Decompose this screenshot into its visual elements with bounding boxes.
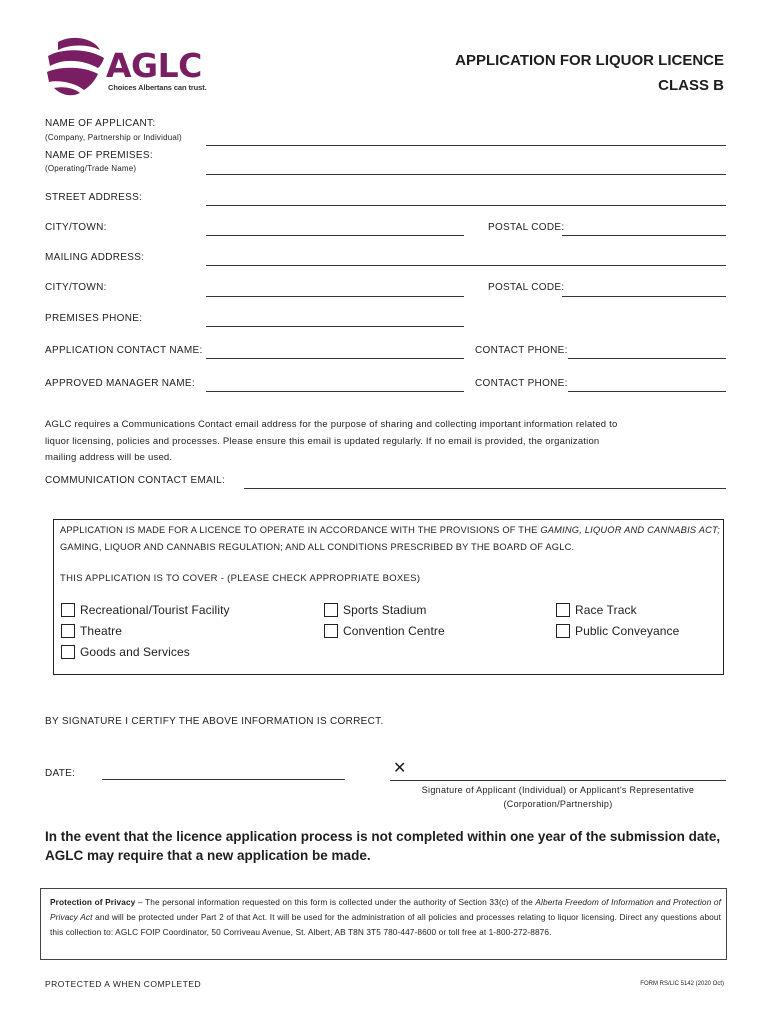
signature-caption [390,783,726,811]
aglc-globe-icon [44,36,106,96]
email-requirement-paragraph [45,417,735,467]
mailing-address-label: MAILING ADDRESS: [45,252,145,263]
street-address-label: STREET ADDRESS: [45,192,143,203]
label-theatre: Theatre [80,624,123,638]
label-recreational-tourist-facility: Recreational/Tourist Facility [80,603,230,617]
application-statement [60,522,720,555]
date-label: DATE: [45,768,76,779]
statement-part1: APPLICATION IS MADE FOR A LICENCE TO OPERATE IN ACCORDANCE WITH THE PROVISIONS OF THE [60,525,541,535]
protected-notice: PROTECTED A WHEN COMPLETED [45,979,202,989]
postal-code-label: POSTAL CODE: [488,222,565,233]
form-title: APPLICATION FOR LIQUOR LICENCE [455,52,724,69]
applicant-name-input[interactable] [206,129,726,146]
privacy-text-2: and will be protected under Part 2 of that Act. It will be used for the administration of all policies and processes relating to liquor licensing. Direct any questions about this collection to: AGLC FOIP Coordinator, 50 Corriveau Avenue, St. Albert, AB T8N 3T5 780-447-8600 or toll free at 1-800-272-8876. [50,912,722,937]
mailing-city-town-input[interactable] [206,280,464,297]
premises-phone-label: PREMISES PHONE: [45,313,143,324]
mailing-postal-code-input[interactable] [562,280,726,297]
applicant-name-sublabel: (Company, Partnership or Individual) [45,133,182,142]
signature-caption-line1: Signature of Applicant (Individual) or Applicant’s Representative [421,785,695,795]
privacy-text-1: – The personal information requested on this form is collected under the authority of Section 33(c) of the [135,897,536,907]
aglc-logo [44,36,244,96]
statement-part2: GAMING, LIQUOR AND CANNABIS REGULATION; AND ALL CONDITIONS PRESCRIBED BY THE BOARD OF AGLC. [60,541,575,552]
label-convention-centre: Convention Centre [343,624,445,638]
street-address-input[interactable] [206,189,726,206]
checkbox-goods-and-services[interactable] [61,645,75,659]
application-contact-name-label: APPLICATION CONTACT NAME: [45,345,203,356]
premises-name-input[interactable] [206,158,726,175]
applicant-name-label: NAME OF APPLICANT: [45,118,156,129]
statement-act-name: GAMING, LIQUOR AND CANNABIS ACT; [540,525,720,535]
label-race-track: Race Track [575,603,637,617]
notice-line2: AGLC may require that a new application be made. [45,848,371,863]
checkbox-race-track[interactable] [556,603,570,617]
label-sports-stadium: Sports Stadium [343,603,427,617]
privacy-heading: Protection of Privacy [50,897,136,907]
signature-caption-line2: (Corporation/Partnership) [503,799,613,809]
application-contact-name-input[interactable] [206,342,464,359]
label-goods-and-services: Goods and Services [80,645,190,659]
manager-contact-phone-label: CONTACT PHONE: [475,378,568,389]
email-paragraph-line2: liquor licensing, policies and processes. Please ensure this email is updated regularly. If no email is provided, the organization [45,435,600,447]
cover-instruction: THIS APPLICATION IS TO COVER - (PLEASE CHECK APPROPRIATE BOXES) [60,573,421,584]
communication-email-label: COMMUNICATION CONTACT EMAIL: [45,475,226,486]
signature-field[interactable] [390,764,726,781]
completion-notice [45,827,745,865]
email-paragraph-line1: AGLC requires a Communications Contact email address for the purpose of sharing and collecting important information related to [45,419,618,430]
form-class: CLASS B [658,77,724,94]
city-town-input[interactable] [206,219,464,236]
contact-phone-label: CONTACT PHONE: [475,345,568,356]
logo-tagline: Choices Albertans can trust. [108,83,207,92]
postal-code-input[interactable] [562,219,726,236]
checkbox-theatre[interactable] [61,624,75,638]
checkbox-recreational-tourist-facility[interactable] [61,603,75,617]
notice-line1: In the event that the licence application process is not completed within one year of the submission date, [45,829,721,844]
mailing-city-town-label: CITY/TOWN: [45,282,107,293]
premises-name-label: NAME OF PREMISES: [45,150,153,161]
approved-manager-name-label: APPROVED MANAGER NAME: [45,378,195,389]
checkbox-convention-centre[interactable] [324,624,338,638]
logo-wordmark: AGLC [106,46,202,85]
privacy-statement [50,895,721,940]
email-paragraph-line3: mailing address will be used. [45,452,173,463]
city-town-label: CITY/TOWN: [45,222,107,233]
checkbox-public-conveyance[interactable] [556,624,570,638]
checkbox-sports-stadium[interactable] [324,603,338,617]
label-public-conveyance: Public Conveyance [575,624,680,638]
mailing-address-input[interactable] [206,249,726,266]
mailing-postal-code-label: POSTAL CODE: [488,282,565,293]
date-input[interactable] [102,763,345,780]
privacy-act-name: Alberta Freedom of Information and Protection of Privacy Act [50,897,721,922]
premises-phone-input[interactable] [206,310,464,327]
premises-name-sublabel: (Operating/Trade Name) [45,164,137,173]
contact-phone-input[interactable] [568,342,726,359]
signature-x-mark: ✕ [393,760,407,777]
communication-email-input[interactable] [244,472,726,489]
form-number: FORM RS/LIC 5142 (2020 Oct) [640,981,724,987]
approved-manager-name-input[interactable] [206,375,464,392]
certification-statement: BY SIGNATURE I CERTIFY THE ABOVE INFORMATION IS CORRECT. [45,716,384,727]
manager-contact-phone-input[interactable] [568,375,726,392]
